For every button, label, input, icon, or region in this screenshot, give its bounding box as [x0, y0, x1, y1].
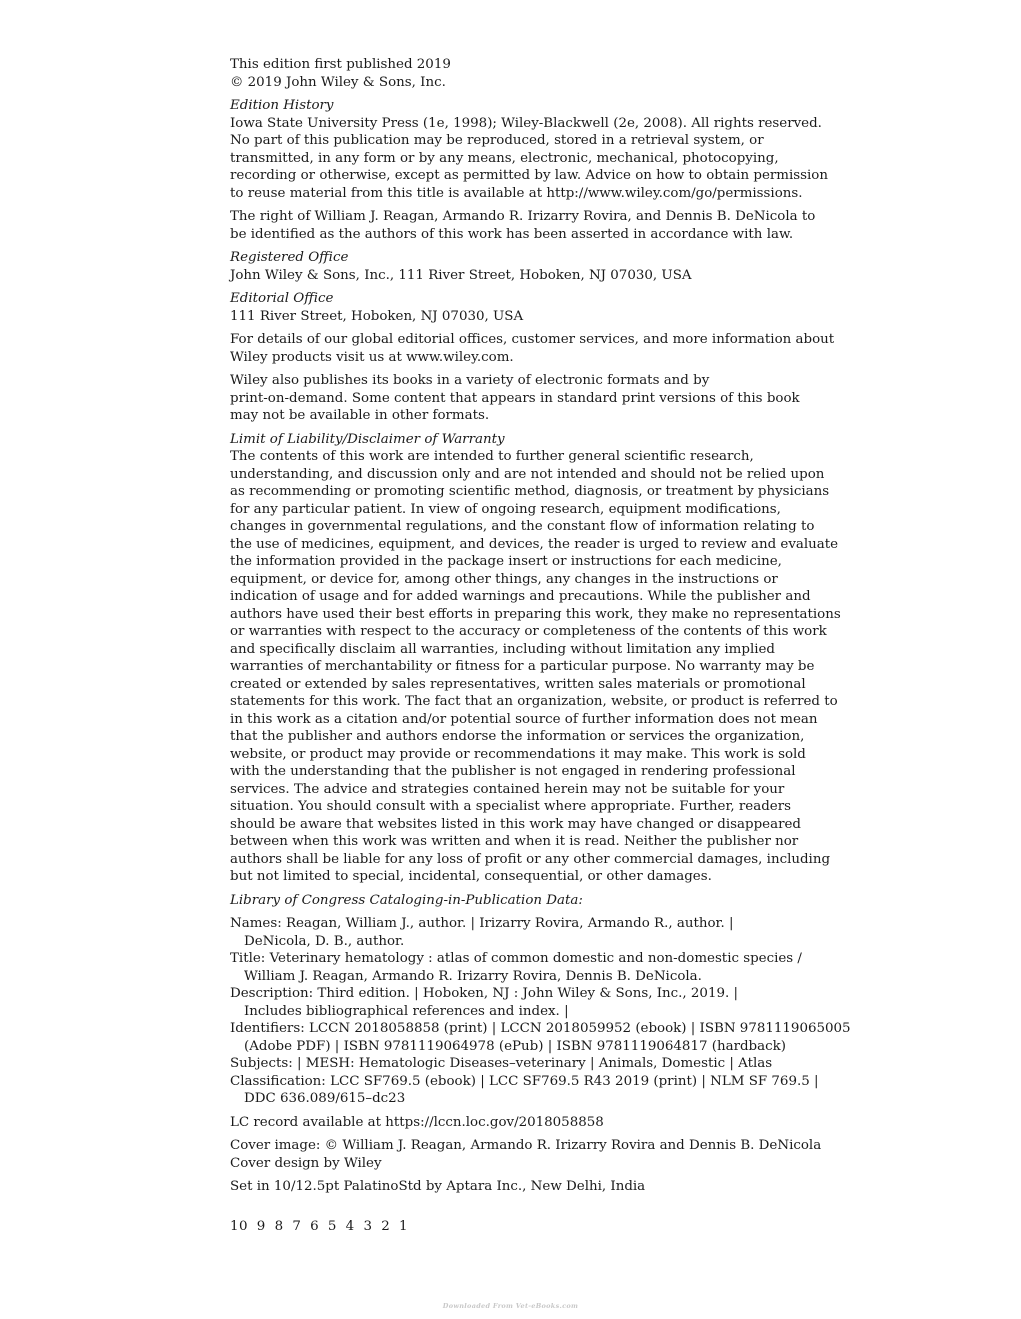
cip-block	[230, 892, 851, 1108]
rights-line: The right of William J. Reagan, Armando R. Irizarry Rovira, and Dennis B. DeNicola to	[230, 209, 816, 224]
publication-block	[230, 56, 790, 91]
disclaimer-line: with the understanding that the publisher is not engaged in rendering professional	[230, 764, 796, 779]
disclaimer-line: in this work as a citation and/or potential source of further information does not mean	[230, 711, 818, 727]
disclaimer-line: authors have used their best efforts in preparing this work, they make no representations	[230, 606, 841, 622]
disclaimer-line: or warranties with respect to the accuracy or completeness of the contents of this work	[230, 624, 827, 639]
details-block	[230, 331, 835, 366]
cip-entry	[230, 985, 790, 1020]
details-line: For details of our global editorial offices, customer services, and more information about	[230, 332, 835, 347]
cip-entry-line: Description: Third edition. | Hoboken, NJ : John Wiley & Sons, Inc., 2019. |	[230, 986, 739, 1001]
cip-entry-line: Names: Reagan, William J., author. | Irizarry Rovira, Armando R., author. |	[230, 916, 734, 931]
cover-image-credit: Cover image: © William J. Reagan, Armando R. Irizarry Rovira and Dennis B. DeNicola	[230, 1138, 822, 1153]
cip-entry-continuation: (Adobe PDF) | ISBN 9781119064978 (ePub) | ISBN 9781119064817 (hardback)	[244, 1038, 786, 1054]
disclaimer-line: understanding, and discussion only and are not intended and should not be relied upon	[230, 466, 825, 482]
disclaimer-line: should be aware that websites listed in this work may have changed or disappeared	[230, 816, 801, 832]
formats-line: print-on-demand. Some content that appears in standard print versions of this book	[230, 390, 800, 406]
typeset-block	[230, 1178, 790, 1196]
cip-entry-continuation: William J. Reagan, Armando R. Irizarry Rovira, Dennis B. DeNicola.	[244, 968, 702, 984]
cover-design-credit: Cover design by Wiley	[230, 1155, 382, 1171]
copyright-page	[230, 56, 851, 1235]
cip-entry-continuation: Includes bibliographical references and index. |	[244, 1003, 569, 1019]
disclaimer-line: that the publisher and authors endorse the information or services the organization,	[230, 729, 805, 744]
disclaimer-line: between when this work was written and when it is read. Neither the publisher nor	[230, 834, 799, 849]
editorial-office-block	[230, 290, 790, 325]
edition-history-heading: Edition History	[230, 98, 334, 113]
cip-heading: Library of Congress Cataloging-in-Publication Data:	[230, 892, 583, 908]
cip-entry-line: Classification: LCC SF769.5 (ebook) | LCC SF769.5 R43 2019 (print) | NLM SF 769.5 |	[230, 1073, 819, 1089]
edition-history-line: to reuse material from this title is available at http://www.wiley.com/go/permissions.	[230, 185, 803, 201]
edition-history-line: Iowa State University Press (1e, 1998); Wiley-Blackwell (2e, 2008). All rights reserved.	[230, 115, 822, 131]
disclaimer-line: services. The advice and strategies contained herein may not be suitable for your	[230, 781, 785, 797]
editorial-office-address: 111 River Street, Hoboken, NJ 07030, USA	[230, 308, 524, 324]
cip-entry-line: Title: Veterinary hematology : atlas of common domestic and non-domestic species /	[230, 951, 802, 966]
disclaimer-line: authors shall be liable for any loss of profit or any other commercial damages, including	[230, 851, 831, 867]
rights-block	[230, 208, 816, 243]
disclaimer-line: equipment, or device for, among other things, any changes in the instructions or	[230, 571, 778, 587]
cip-entry-continuation: DDC 636.089/615–dc23	[244, 1091, 406, 1106]
lc-record-block	[230, 1114, 790, 1132]
editorial-office-heading: Editorial Office	[230, 291, 334, 306]
edition-history-block	[230, 97, 828, 202]
lc-record-line: LC record available at https://lccn.loc.gov/2018058858	[230, 1114, 604, 1130]
disclaimer-line: but not limited to special, incidental, consequential, or other damages.	[230, 869, 712, 884]
typeset-line: Set in 10/12.5pt PalatinoStd by Aptara Inc., New Delhi, India	[230, 1179, 646, 1194]
disclaimer-line: situation. You should consult with a specialist where appropriate. Further, readers	[230, 799, 791, 814]
formats-line: Wiley also publishes its books in a variety of electronic formats and by	[230, 373, 710, 388]
disclaimer-line: created or extended by sales representatives, written sales materials or promotional	[230, 676, 806, 692]
disclaimer-line: and specifically disclaim all warranties, including without limitation any implied	[230, 641, 776, 657]
disclaimer-line: as recommending or promoting scientific method, diagnosis, or treatment by physicians	[230, 484, 830, 499]
disclaimer-line: warranties of merchantability or fitness for a particular purpose. No warranty may be	[230, 659, 815, 674]
disclaimer-line: website, or product may provide or recommendations it may make. This work is sold	[230, 746, 806, 762]
registered-office-heading: Registered Office	[230, 250, 349, 265]
disclaimer-line: for any particular patient. In view of ongoing research, equipment modifications,	[230, 501, 781, 517]
watermark: Downloaded From Vet-eBooks.com	[442, 1302, 579, 1310]
details-line: Wiley products visit us at www.wiley.com.	[230, 349, 514, 365]
cip-entry	[230, 1073, 819, 1108]
formats-line: may not be available in other formats.	[230, 408, 490, 423]
registered-office-address: John Wiley & Sons, Inc., 111 River Street, Hoboken, NJ 07030, USA	[230, 267, 692, 283]
disclaimer-block	[230, 431, 841, 886]
disclaimer-line: indication of usage and for added warnings and precautions. While the publisher and	[230, 589, 811, 604]
cip-entry	[230, 915, 790, 950]
edition-history-line: No part of this publication may be reproduced, stored in a retrieval system, or	[230, 133, 764, 148]
cip-entry	[230, 1020, 851, 1055]
printing-line: 10 9 8 7 6 5 4 3 2 1	[230, 1218, 409, 1234]
edition-history-line: recording or otherwise, except as permitted by law. Advice on how to obtain permission	[230, 168, 828, 183]
publication-line: This edition first published 2019	[230, 57, 451, 72]
cip-entry	[230, 1055, 790, 1073]
cip-entry-line: Identifiers: LCCN 2018058858 (print) | LCCN 2018059952 (ebook) | ISBN 9781119065005	[230, 1021, 851, 1036]
disclaimer-heading: Limit of Liability/Disclaimer of Warranty	[230, 431, 505, 447]
disclaimer-line: the information provided in the package insert or instructions for each medicine,	[230, 554, 782, 569]
cip-entry-line: Subjects: | MESH: Hematologic Diseases–veterinary | Animals, Domestic | Atlas	[230, 1056, 773, 1071]
copyright-line: © 2019 John Wiley & Sons, Inc.	[230, 74, 446, 90]
registered-office-block	[230, 249, 790, 284]
disclaimer-line: changes in governmental regulations, and the constant flow of information relating to	[230, 519, 815, 534]
cip-entry	[230, 950, 802, 985]
disclaimer-line: the use of medicines, equipment, and devices, the reader is urged to review and evaluate	[230, 536, 839, 552]
edition-history-line: transmitted, in any form or by any means, electronic, mechanical, photocopying,	[230, 150, 779, 166]
disclaimer-line: statements for this work. The fact that an organization, website, or product is referred to	[230, 694, 838, 709]
cover-block	[230, 1137, 822, 1172]
rights-line: be identified as the authors of this work has been asserted in accordance with law.	[230, 226, 794, 242]
formats-block	[230, 372, 800, 425]
disclaimer-line: The contents of this work are intended to further general scientific research,	[230, 449, 754, 464]
cip-entry-continuation: DeNicola, D. B., author.	[244, 933, 405, 949]
